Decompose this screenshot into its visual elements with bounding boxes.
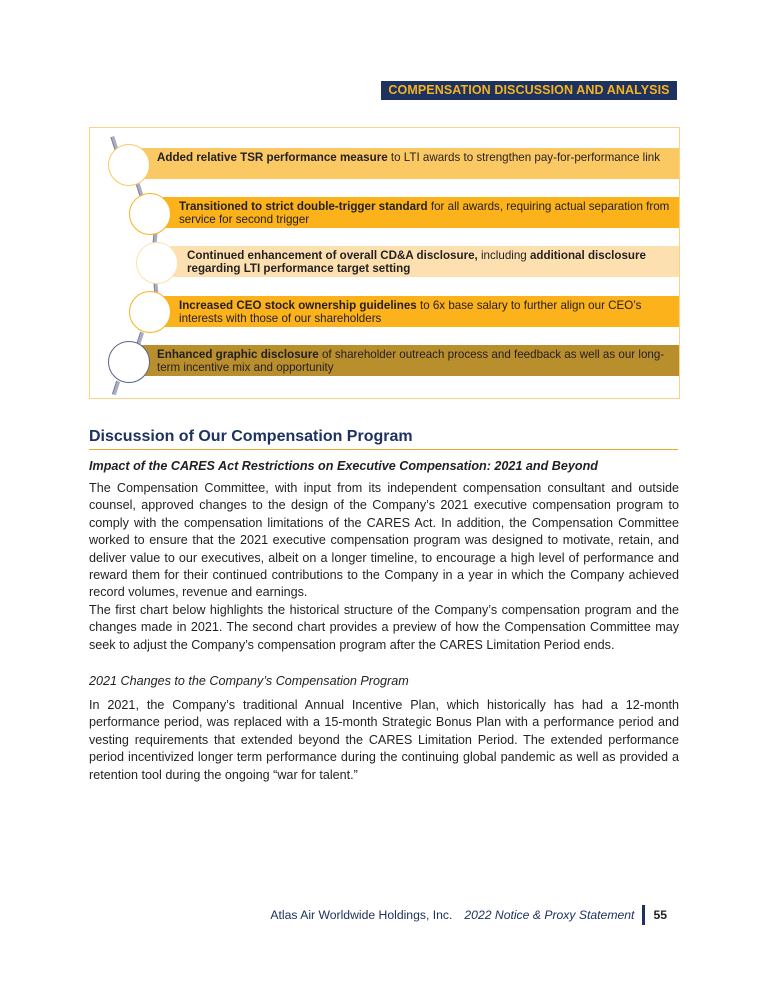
- highlights-panel: [89, 127, 680, 399]
- circle-marker: [136, 242, 178, 284]
- section-header: COMPENSATION DISCUSSION AND ANALYSIS: [381, 81, 677, 100]
- page-number: 55: [653, 908, 667, 922]
- connector: [112, 381, 120, 396]
- highlight-bold: Increased CEO stock ownership guidelines: [179, 299, 417, 312]
- circle-marker: [129, 193, 171, 235]
- highlight-bold: Continued enhancement of overall CD&A disclosure,: [187, 249, 478, 262]
- circle-marker: [108, 144, 150, 186]
- footer-document: 2022 Notice & Proxy Statement: [464, 908, 635, 922]
- paragraph: The Compensation Committee, with input from its independent compensation consultant and outside counsel, approved changes to the design of the Company’s 2021 executive compensation program to comply with the compensation limitations of the CARES Act. In addition, the Compensation Committee worked to ensure that the 2021 executive compensation program was designed to motivate, retain, and deliver value to our executives, albeit on a longer timeline, to encourage a high level of performance and reward them for their continued contributions to the Company in a year in which the Company achieved record volumes, revenue and earnings.: [89, 481, 679, 600]
- footer-divider: [642, 905, 645, 925]
- paragraph: In 2021, the Company’s traditional Annual Incentive Plan, which historically has had a 12-month performance period, was replaced with a 15-month Strategic Bonus Plan with a performance period and vesting requirements that extended beyond the CARES Limitation Period. The extended performance period incentivized longer term performance during the continuing global pandemic as well as provided a retention tool during the ongoing “war for talent.”: [89, 698, 679, 782]
- paragraph: The first chart below highlights the historical structure of the Company’s compensation program and the changes made in 2021. The second chart provides a preview of how the Compensation Committee may seek to adjust the Company’s compensation program after the CARES Limitation Period ends.: [89, 603, 679, 652]
- highlight-text: of shareholder outreach process and feedback as well as our long-term incentive mix and opportunity: [157, 348, 665, 374]
- highlight-bold: additional disclosure regarding LTI performance target setting: [187, 249, 646, 275]
- footer: [270, 905, 667, 925]
- highlight-bold: Transitioned to strict double-trigger standard: [179, 200, 428, 213]
- divider: [89, 449, 678, 450]
- section-title: Discussion of Our Compensation Program: [89, 428, 413, 445]
- highlight-bold: Added relative TSR performance measure: [157, 151, 388, 164]
- highlight-item: [141, 345, 679, 376]
- highlight-text: including: [477, 249, 530, 262]
- circle-marker: [108, 341, 150, 383]
- highlight-bold: Enhanced graphic disclosure: [157, 348, 319, 361]
- highlight-item: [141, 148, 679, 179]
- highlight-item: [163, 296, 679, 327]
- subheading: 2021 Changes to the Company’s Compensation Program: [89, 674, 409, 688]
- highlight-text: for all awards, requiring actual separation from service for second trigger: [179, 200, 670, 226]
- subheading: Impact of the CARES Act Restrictions on Executive Compensation: 2021 and Beyond: [89, 459, 598, 473]
- highlight-text: to LTI awards to strengthen pay-for-performance link: [387, 151, 661, 164]
- footer-company: Atlas Air Worldwide Holdings, Inc.: [270, 908, 453, 922]
- highlight-text: to 6x base salary to further align our CEO’s interests with those of our shareholders: [179, 299, 642, 325]
- circle-marker: [129, 291, 171, 333]
- highlight-item: [163, 197, 679, 228]
- highlight-item: [171, 246, 679, 277]
